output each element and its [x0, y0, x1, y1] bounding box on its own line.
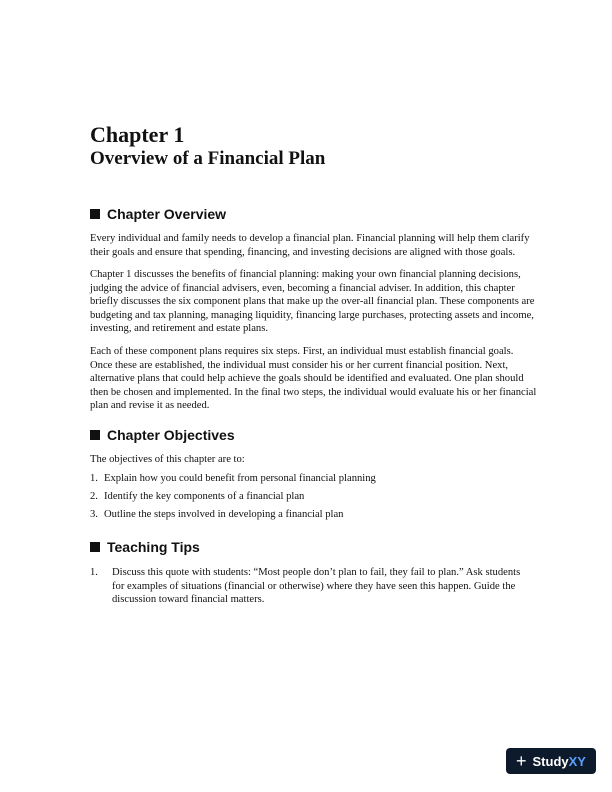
objectives-heading-text: Chapter Objectives	[107, 427, 235, 443]
overview-heading-text: Chapter Overview	[107, 206, 227, 222]
list-number: 3.	[90, 509, 98, 520]
text-line: judging the advice of financial advisers, even, becoming a financial adviser. In addition, this chapter	[90, 282, 515, 294]
objectives-intro	[90, 453, 560, 467]
text-line: then be chosen and implemented. In the final two steps, the individual would evaluate his or her financial	[90, 386, 537, 398]
tips-heading-text: Teaching Tips	[107, 539, 200, 555]
overview-paragraph-2	[90, 268, 560, 336]
objective-item	[90, 490, 304, 504]
chapter-number: Chapter 1	[90, 122, 185, 147]
text-line: Discuss this quote with students: “Most people don’t plan to fail, they fail to plan.” Ask students	[112, 567, 521, 578]
objective-item	[90, 472, 376, 486]
tips-heading	[90, 538, 200, 556]
text-line: Each of these component plans requires six steps. First, an individual must establish financial goals.	[90, 346, 514, 357]
text-line: The objectives of this chapter are to:	[90, 454, 245, 465]
text-line: Once these are established, the individual must consider his or her current financial position. Next,	[90, 359, 509, 371]
list-text: Identify the key components of a financial plan	[104, 491, 305, 502]
chapter-title: Overview of a Financial Plan	[90, 148, 326, 169]
overview-heading	[90, 205, 226, 223]
overview-paragraph-1	[90, 232, 560, 259]
list-number: 2.	[90, 491, 98, 502]
text-line: budgeting and tax planning, managing liquidity, financing large purchases, protecting assets and income,	[90, 309, 534, 321]
text-line: Every individual and family needs to develop a financial plan. Financial planning will help them clarify	[90, 233, 530, 244]
brand-suffix: XY	[568, 753, 586, 769]
text-line: alternative plans that could help achieve the goals should be identified and evaluated. One plan should	[90, 373, 524, 385]
text-line: Chapter 1 discusses the benefits of financial planning: making your own financial planning decisions,	[90, 269, 521, 280]
list-number: 1.	[90, 567, 98, 578]
tip-text	[112, 566, 520, 607]
text-line: their goals and ensure that spending, financing, and investing decisions are aligned with those goals.	[90, 246, 516, 258]
studyxy-badge[interactable]	[506, 748, 596, 774]
square-bullet-icon	[90, 542, 100, 552]
list-number: 1.	[90, 473, 98, 484]
square-bullet-icon	[90, 430, 100, 440]
text-line: investing, and retirement and estate plans.	[90, 323, 268, 335]
objectives-heading	[90, 426, 235, 444]
text-line: discussion toward financial matters.	[112, 594, 265, 606]
brand-name: Study	[532, 753, 569, 769]
square-bullet-icon	[90, 209, 100, 219]
plus-icon: +	[516, 751, 527, 771]
list-text: Explain how you could benefit from personal financial planning	[104, 473, 376, 484]
text-line: plan and revise it as needed.	[90, 400, 210, 412]
list-text: Outline the steps involved in developing a financial plan	[104, 509, 344, 520]
objective-item	[90, 508, 343, 522]
text-line: for examples of situations (financial or otherwise) where they have seen this happen. Guide the	[112, 580, 516, 592]
text-line: briefly discusses the six component plans that make up the over-all financial plan. These components are	[90, 296, 535, 308]
overview-paragraph-3	[90, 345, 560, 413]
teaching-tip-item	[90, 566, 520, 607]
